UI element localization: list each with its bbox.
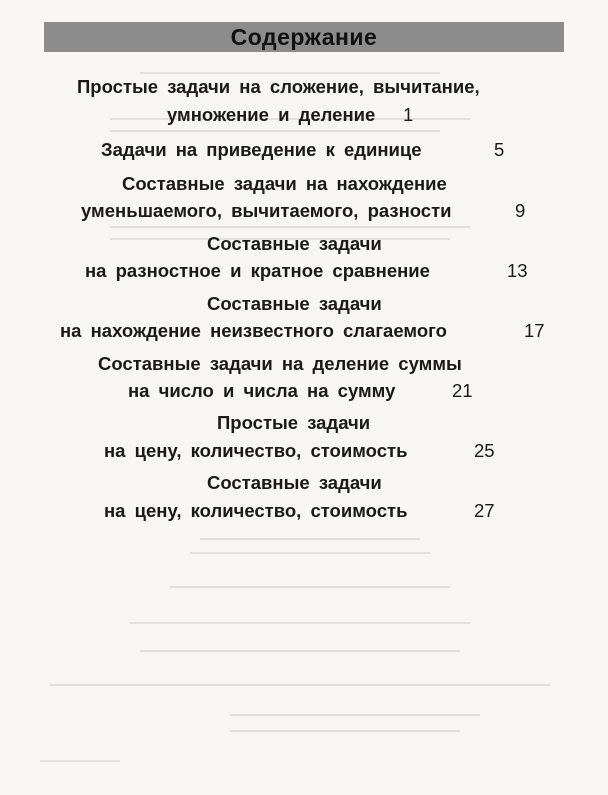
toc-page-number: 1 xyxy=(403,104,414,125)
toc-entry-line: на число и числа на сумму xyxy=(128,380,396,401)
toc-entry-line: на разностное и кратное сравнение xyxy=(85,260,430,281)
toc-entry-line: Простые задачи на сложение, вычитание, xyxy=(77,76,480,97)
toc-page-number: 21 xyxy=(452,380,473,401)
toc-page-number: 9 xyxy=(515,200,526,221)
toc-page-number: 17 xyxy=(524,320,545,341)
toc-entry-line: Составные задачи xyxy=(207,233,382,254)
toc-entry-line: Составные задачи на нахождение xyxy=(122,173,447,194)
toc-entry-line: Составные задачи xyxy=(207,293,382,314)
toc-entry-line: Составные задачи на деление суммы xyxy=(98,353,462,374)
toc-entry-line: на цену, количество, стоимость xyxy=(104,500,408,521)
page-title: Содержание xyxy=(230,23,378,50)
toc-entry-line: Составные задачи xyxy=(207,472,382,493)
toc-page-number: 27 xyxy=(474,500,495,521)
toc-entry-line: умножение и деление xyxy=(167,104,376,125)
toc-entry-line: уменьшаемого, вычитаемого, разности xyxy=(81,200,452,221)
toc-entry-line: Простые задачи xyxy=(217,412,371,433)
toc-page-number: 13 xyxy=(507,260,528,281)
toc-page-number: 25 xyxy=(474,440,495,461)
toc-page-number: 5 xyxy=(494,139,505,160)
toc-entry-line: Задачи на приведение к единице xyxy=(101,139,422,160)
title-bar xyxy=(44,22,564,52)
toc-entry-line: на нахождение неизвестного слагаемого xyxy=(60,320,447,341)
toc-entry-line: на цену, количество, стоимость xyxy=(104,440,408,461)
